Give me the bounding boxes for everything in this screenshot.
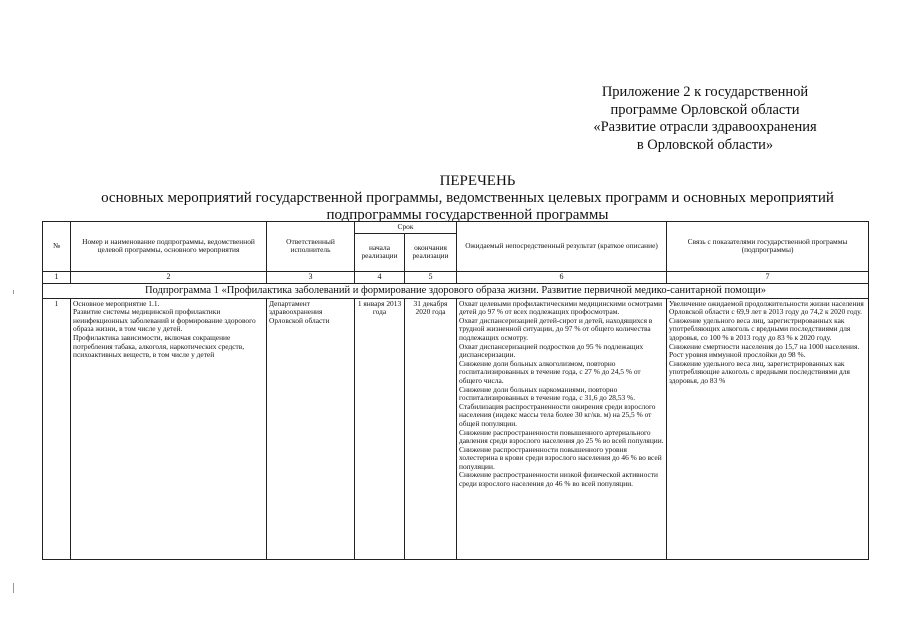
column-number-row	[43, 271, 869, 283]
link-line: Снижение удельного веса лиц, зарегистрированных как употребляющих алкоголь с вредными последствиями для здоровья, со 100 % в 2013 году до 83 % к 2020 году.	[669, 315, 851, 342]
appendix-line: Приложение 2 к государственной	[601, 84, 809, 100]
header-result: Ожидаемый непосредственный результат (краткое описание)	[457, 222, 667, 272]
column-number: 5	[405, 271, 457, 283]
title-line-1: основных мероприятий государственной программы, ведомственных целевых программ и основных мероприятий	[101, 190, 834, 206]
subprogram-row	[43, 283, 869, 298]
header-executor: Ответственный исполнитель	[267, 222, 355, 272]
subprogram-title: Подпрограмма 1 «Профилактика заболеваний и формирование здорового образа жизни. Развитие первичной медико-санитарной помощи»	[43, 283, 869, 298]
title-line-2: подпрограммы государственной программы	[326, 207, 609, 223]
column-number: 6	[457, 271, 667, 283]
result-line: Охват диспансеризацией подростков до 95 % подлежащих диспансеризации.	[459, 341, 644, 360]
appendix-note	[580, 84, 830, 154]
header-start: начала реализации	[355, 233, 405, 271]
link-line: Увеличение ожидаемой продолжительности жизни населения Орловской области с 69,9 лет в 2013 году до 74,2 к 2020 году.	[669, 298, 864, 317]
link-line: Снижение смертности населения до 15,7 на 1000 населения.	[669, 341, 860, 351]
row-result	[457, 298, 667, 559]
scan-mark	[13, 583, 14, 593]
measures-table	[42, 221, 869, 560]
appendix-line: программе Орловской области	[610, 101, 800, 118]
header-end: окончания реализации	[405, 233, 457, 271]
title-heading: ПЕРЕЧЕНЬ	[439, 173, 516, 189]
appendix-line: «Развитие отрасли здравоохранения	[593, 119, 817, 135]
row-name	[71, 298, 267, 559]
column-number: 3	[267, 271, 355, 283]
result-line: Охват диспансеризацией детей-сирот и детей, находящихся в трудной жизненной ситуации, до 97 % от общего количества подлежащих осмотру.	[459, 315, 653, 342]
result-line: Снижение доли больных алкоголизмом, повторно госпитализированных в течение года, с 27 % до 24,5 % от общего числа.	[459, 358, 641, 385]
row-start: 1 января 2013 года	[355, 298, 405, 559]
name-line: Профилактика зависимости, включая сокращение потребления табака, алкоголя, наркотических средств, психоактивных веществ, в том числе у детей	[73, 332, 245, 360]
result-line: Снижение распространенности низкой физической активности среди взрослого населения до 46 % во всей популяции.	[459, 470, 658, 489]
header-link: Связь с показателями государственной программы (подпрограммы)	[667, 222, 869, 272]
row-end: 31 декабря 2020 года	[405, 298, 457, 559]
column-number: 1	[43, 271, 71, 283]
link-line: Снижение удельного веса лиц, зарегистрированных как употребляющие алкоголь с вредными последствиями для здоровья, до 83 %	[669, 358, 850, 385]
result-line: Снижение доли больных наркоманиями, повторно госпитализированных в течение года, с 31,6 до 28,53 %.	[459, 384, 636, 403]
column-number: 7	[667, 271, 869, 283]
column-number: 4	[355, 271, 405, 283]
scan-mark	[13, 290, 14, 294]
name-line: Развитие системы медицинской профилактики неинфекционных заболеваний и формирование здорового образа жизни, в том числе у детей.	[73, 307, 256, 334]
result-line: Стабилизация распространенности ожирения среди взрослого населения (индекс массы тела более 30 кг/кв. м) на 25,5 % от общей популяции.	[459, 401, 656, 428]
header-term: Срок	[355, 222, 457, 234]
link-line: Рост уровня иммунной прослойки до 98 %.	[669, 350, 806, 360]
table-row	[43, 298, 869, 559]
result-line: Снижение распространенности повышенного артериального давления среди взрослого населения до 25 % во всей популяции.	[459, 427, 664, 446]
column-number: 2	[71, 271, 267, 283]
header-name: Номер и наименование подпрограммы, ведомственной целевой программы, основного мероприятия	[71, 222, 267, 272]
document-title	[0, 173, 905, 224]
result-line: Снижение распространенности повышенного уровня холестерина в крови среди взрослого населения до 46 % во всей популяции.	[459, 444, 662, 471]
appendix-line: в Орловской области»	[636, 136, 774, 153]
row-num: 1	[43, 298, 71, 559]
row-link	[667, 298, 869, 559]
row-executor: Департамент здравоохранения Орловской области	[267, 298, 355, 559]
name-line: Основное мероприятие 1.1.	[73, 298, 160, 308]
result-line: Охват целевыми профилактическими медицинскими осмотрами детей до 97 % от всех подлежащих профосмотрам.	[459, 298, 663, 317]
header-num: №	[43, 222, 71, 272]
